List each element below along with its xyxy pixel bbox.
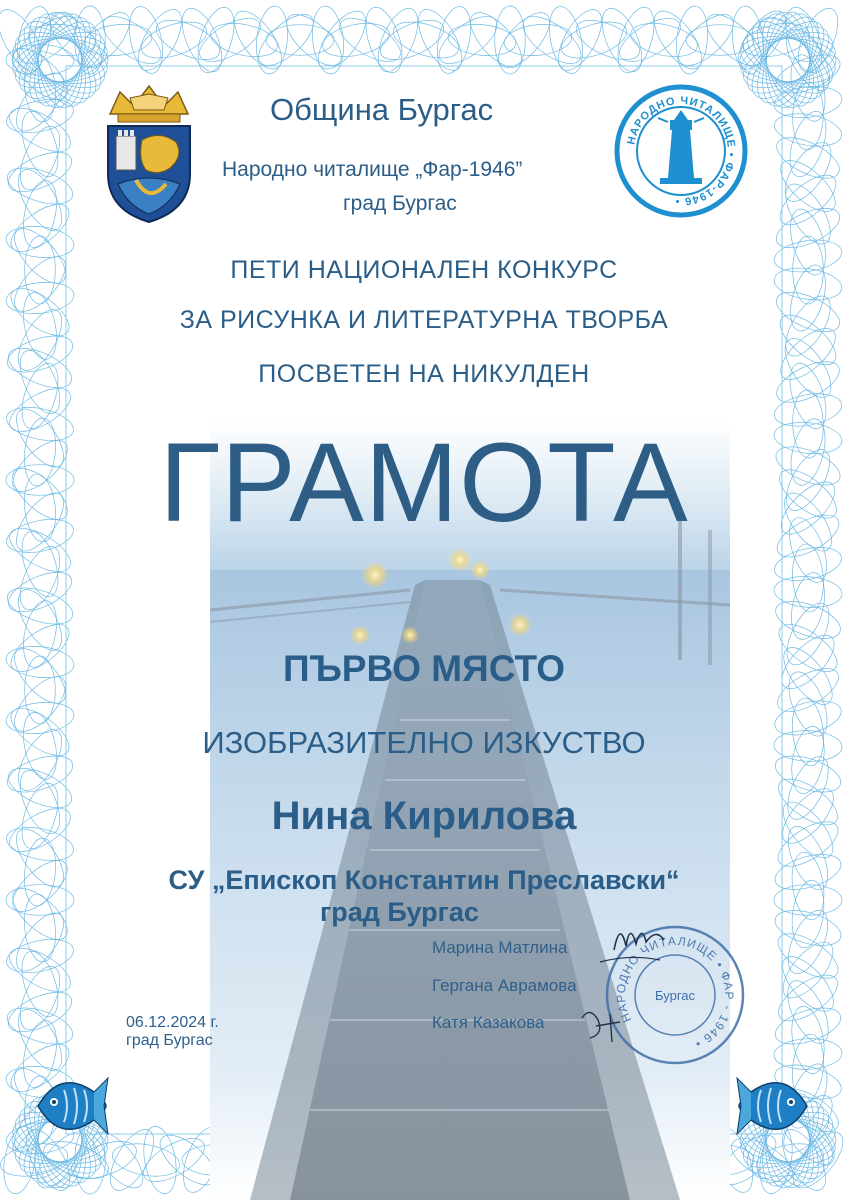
svg-text:Бургас: Бургас bbox=[654, 988, 696, 1003]
document-title: ГРАМОТА bbox=[159, 420, 689, 545]
coat-of-arms-icon bbox=[100, 84, 198, 224]
award-place: ПЪРВО МЯСТО bbox=[283, 648, 565, 689]
svg-text:НАРОДНО ЧИТАЛИЩЕ • ФАР-1946 •: НАРОДНО ЧИТАЛИЩЕ • ФАР-1946 • bbox=[625, 94, 738, 208]
municipality-name: Община Бургас bbox=[270, 92, 494, 127]
award-category: ИЗОБРАЗИТЕЛНО ИЗКУСТВО bbox=[202, 725, 646, 760]
awardee-name: Нина Кирилова bbox=[271, 794, 577, 838]
school-city: град Бургас bbox=[320, 897, 479, 927]
issue-date: 06.12.2024 г. bbox=[126, 1014, 219, 1031]
handwritten-signature bbox=[560, 910, 700, 1050]
school-name: СУ „Епископ Константин Преславски“ bbox=[168, 865, 680, 895]
contest-line-1: ПЕТИ НАЦИОНАЛЕН КОНКУРС bbox=[230, 256, 618, 284]
contest-line-2: ЗА РИСУНКА И ЛИТЕРАТУРНА ТВОРБА bbox=[179, 306, 669, 334]
fish-icon bbox=[30, 1062, 110, 1150]
lighthouse-stamp-icon bbox=[612, 82, 750, 220]
signatory-name: Гергана Аврамова bbox=[432, 976, 577, 995]
contest-line-3: ПОСВЕТЕН НА НИКУЛДЕН bbox=[258, 360, 590, 388]
chitalishte-name: Народно читалище „Фар-1946” bbox=[222, 158, 523, 181]
signatory-name: Марина Матлина bbox=[432, 938, 568, 957]
header-city: град Бургас bbox=[343, 192, 457, 215]
fish-icon bbox=[735, 1062, 815, 1150]
svg-text:НАРОДНО ЧИТАЛИЩЕ • ФАР - 1946: НАРОДНО ЧИТАЛИЩЕ • ФАР - 1946 • bbox=[613, 933, 737, 1052]
signatory-name: Катя Казакова bbox=[432, 1013, 545, 1032]
issue-city: град Бургас bbox=[126, 1032, 213, 1049]
